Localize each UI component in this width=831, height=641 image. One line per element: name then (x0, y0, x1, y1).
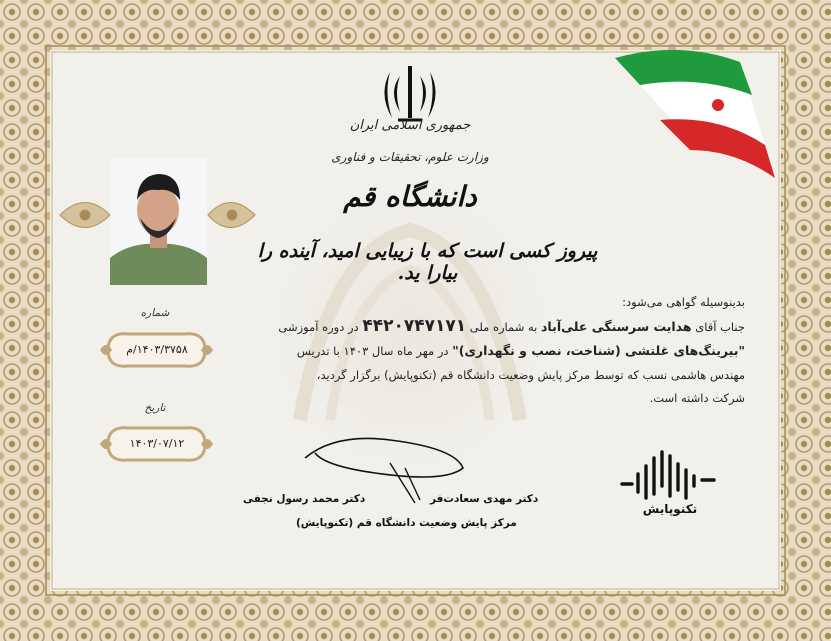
university-title: دانشگاه قم (343, 180, 477, 213)
date-value: ۱۴۰۳/۰۷/۱۲ (129, 437, 185, 450)
course-name: "بیرینگ‌های غلتشی (شناخت، نصب و نگهداری)" (452, 343, 745, 358)
student-photo (110, 158, 207, 285)
recipient-name: هدایت سرسنگی علی‌آباد (541, 318, 692, 334)
national-id: ۴۴۲۰۷۴۷۱۷۱ (362, 315, 467, 336)
id-label: به شماره ملی (469, 319, 538, 334)
signer-right-name: دکتر مهدی سعادت‌فر (430, 493, 539, 505)
name-line (240, 315, 745, 340)
ministry-title: وزارت علوم، تحقیقات و فناوری (331, 150, 489, 164)
motto: پیروز کسی است که با زیبایی امید، آینده را بیارا ید. (257, 240, 598, 284)
certificate-body (240, 291, 745, 411)
intro-line: بدینوسیله گواهی می‌شود: (622, 295, 745, 309)
number-label: شماره (140, 307, 170, 319)
center-title: مرکز پایش وضعیت دانشگاه قم (تکنوپایش) (296, 517, 517, 529)
course-line (240, 339, 745, 364)
course-label: در دوره آموزشی (278, 319, 359, 334)
course-date: در مهر ماه سال ۱۴۰۳ با تدریس (296, 344, 449, 358)
signer-left-name: دکتر محمد رسول نجفی (243, 493, 366, 505)
title-mr: جناب آقای (695, 319, 745, 334)
organizer-line: مهندس هاشمی نسب که توسط مرکز پایش وضعیت دانشگاه قم (تکنوپایش) برگزار گردید، (316, 367, 745, 382)
emblem-icon (380, 62, 440, 126)
closing-line: شرکت داشته است. (649, 391, 745, 405)
brand-name: تکنوپایش (642, 502, 698, 516)
number-value: ۱۴۰۳/۳۷۵۸/م (126, 343, 188, 356)
date-label: تاریخ (144, 402, 166, 414)
waveform-logo-icon (618, 446, 718, 504)
government-title: جمهوری اسلامی ایران (349, 118, 471, 133)
